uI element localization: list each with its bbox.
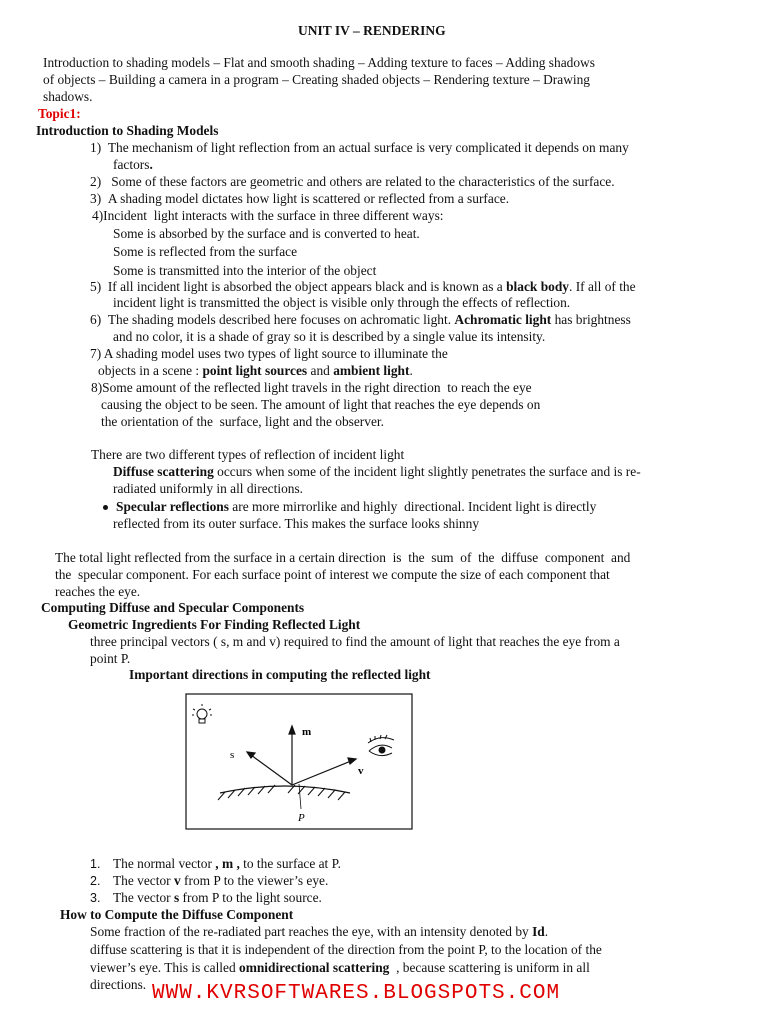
paragraph: There are two different types of reflection of incident light <box>91 447 405 462</box>
list-item: causing the object to be seen. The amount of light that reaches the eye depends on <box>101 397 541 412</box>
label-p: P <box>298 812 305 824</box>
list-number: 3. <box>90 891 101 905</box>
list-item: objects in a scene : point light sources and ambient light. <box>98 363 413 378</box>
topic-label: Topic1: <box>38 106 81 121</box>
diffuse-scattering: Diffuse scattering occurs when some of the incident light slightly penetrates the surface and is re- <box>113 464 641 479</box>
list-item: The vector s from P to the light source. <box>113 890 322 905</box>
specular-reflections: Specular reflections are more mirrorlike and highly directional. Incident light is directly <box>103 498 596 515</box>
syllabus-line: shadows. <box>43 89 93 104</box>
figure-caption: Important directions in computing the reflected light <box>129 667 431 682</box>
list-item: 3) A shading model dictates how light is scattered or reflected from a surface. <box>90 191 510 206</box>
list-item: The vector v from P to the viewer’s eye. <box>113 873 329 888</box>
paragraph: point P. <box>90 651 131 666</box>
list-item: 5) If all incident light is absorbed the object appears black and is known as a black body. If all of the <box>90 279 636 294</box>
list-item: the orientation of the surface, light and the observer. <box>101 414 384 429</box>
list-item: incident light is transmitted the object is visible only through the effects of reflection. <box>113 295 571 310</box>
page-title: UNIT IV – RENDERING <box>298 23 446 38</box>
paragraph: directions. <box>90 977 147 992</box>
label-s: s <box>230 749 235 761</box>
list-item: 7) A shading model uses two types of light source to illuminate the <box>90 346 448 361</box>
list-number: 1. <box>90 857 101 871</box>
list-number: 2. <box>90 874 101 888</box>
paragraph: reaches the eye. <box>55 584 141 599</box>
section-heading: Computing Diffuse and Specular Components <box>41 600 305 615</box>
list-item: factors. <box>113 157 153 172</box>
specular-reflections: reflected from its outer surface. This makes the surface looks shinny <box>113 516 480 531</box>
paragraph: Some fraction of the re-radiated part reaches the eye, with an intensity denoted by Id. <box>90 924 549 939</box>
list-item: Some is absorbed by the surface and is converted to heat. <box>113 226 420 241</box>
list-item: 4)Incident light interacts with the surface in three different ways: <box>92 208 444 223</box>
list-item: 8)Some amount of the reflected light travels in the right direction to reach the eye <box>91 380 532 395</box>
subsection-heading: Geometric Ingredients For Finding Reflected Light <box>68 617 361 632</box>
paragraph: viewer’s eye. This is called omnidirectional scattering , because scattering is uniform in all <box>90 960 590 975</box>
list-item: 6) The shading models described here focuses on achromatic light. Achromatic light has brightness <box>90 312 631 327</box>
list-item: The normal vector , m , to the surface at P. <box>113 856 341 871</box>
list-item: Some is transmitted into the interior of the object <box>113 263 377 278</box>
list-item: Some is reflected from the surface <box>113 244 298 259</box>
list-item: and no color, it is a shade of gray so it is described by a single value its intensity. <box>113 329 546 344</box>
paragraph: three principal vectors ( s, m and v) required to find the amount of light that reaches the eye from a <box>90 634 620 649</box>
label-v: v <box>358 765 364 777</box>
label-m: m <box>302 726 312 738</box>
list-item: 1) The mechanism of light reflection from an actual surface is very complicated it depends on many <box>90 140 629 155</box>
footer-url[interactable]: WWW.KVRSOFTWARES.BLOGSPOTS.COM <box>152 982 561 1005</box>
syllabus-line: of objects – Building a camera in a program – Creating shaded objects – Rendering texture – Drawing <box>43 72 590 87</box>
paragraph: the specular component. For each surface point of interest we compute the size of each component that <box>55 567 610 582</box>
diffuse-scattering: radiated uniformly in all directions. <box>113 481 304 496</box>
syllabus-line: Introduction to shading models – Flat and smooth shading – Adding texture to faces – Adding shadows <box>43 55 595 70</box>
reflection-figure <box>185 693 413 830</box>
section-heading: How to Compute the Diffuse Component <box>60 907 294 922</box>
list-item: 2) Some of these factors are geometric and others are related to the characteristics of the surface. <box>90 174 615 189</box>
paragraph: diffuse scattering is that it is independent of the direction from the point P, to the location of the <box>90 942 602 957</box>
paragraph: The total light reflected from the surface in a certain direction is the sum of the diffuse component and <box>55 550 631 565</box>
figure-frame <box>186 694 412 829</box>
bullet-icon <box>103 505 108 510</box>
section-heading: Introduction to Shading Models <box>36 123 219 138</box>
